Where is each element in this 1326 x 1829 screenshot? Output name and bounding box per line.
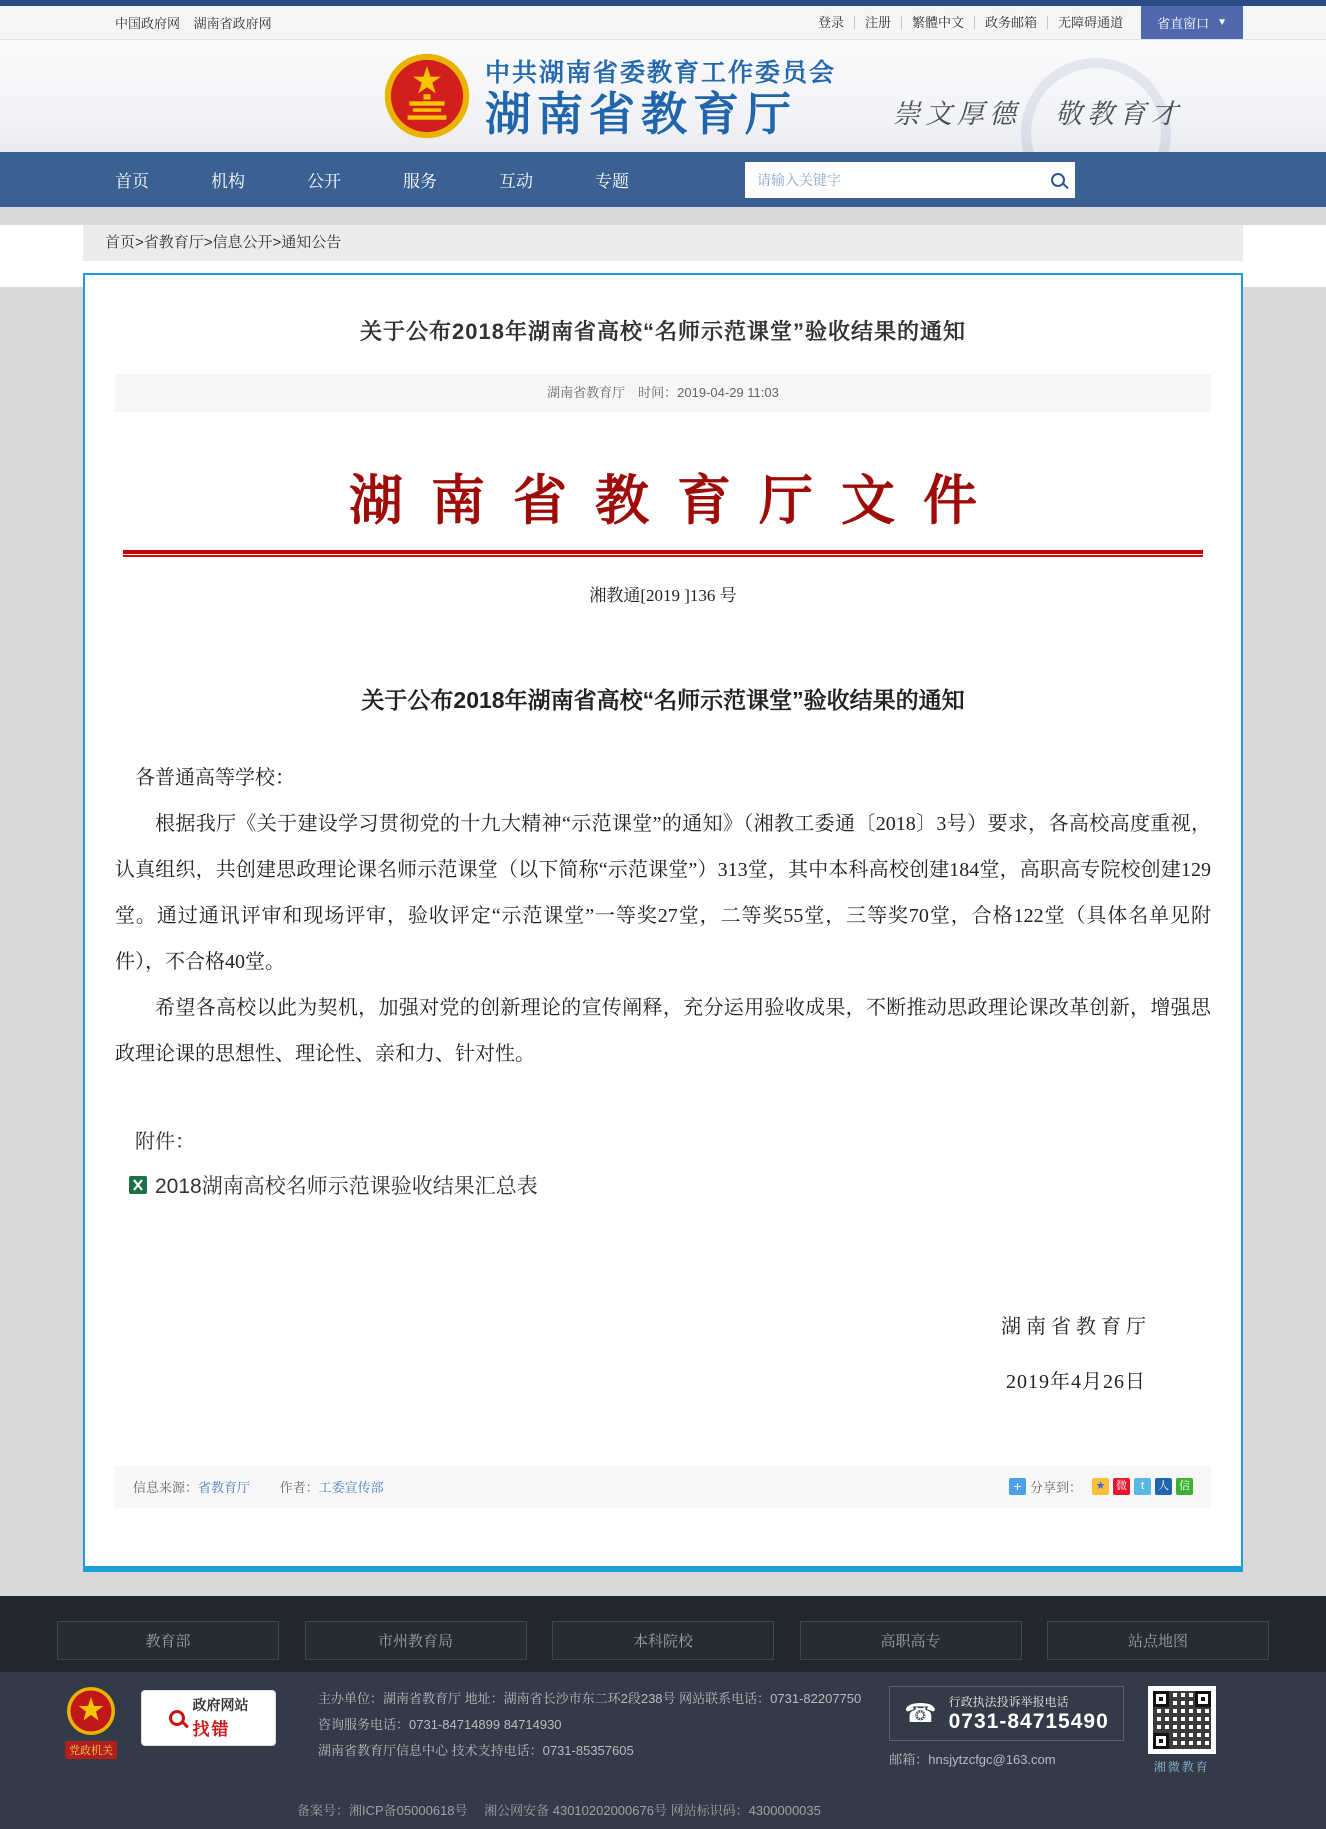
brand-block xyxy=(485,53,836,140)
breadcrumb[interactable] xyxy=(83,225,1243,261)
province-window-dropdown[interactable] xyxy=(1141,6,1243,39)
share-plus-icon[interactable]: + xyxy=(1009,1478,1026,1495)
topbar-right-links xyxy=(808,6,1243,39)
topbar xyxy=(0,0,1326,40)
qr-caption: 湘微教育 xyxy=(1153,1759,1210,1774)
slogan-left: 崇文厚德 xyxy=(893,99,1021,130)
breadcrumb-text: 首页>省教育厅>信息公开>通知公告 xyxy=(105,234,342,251)
site-title: 湖南省教育厅 xyxy=(485,87,797,140)
complaint-phone-block xyxy=(889,1686,1124,1768)
source-label: 信息来源： xyxy=(133,1480,199,1496)
quicklinks-band xyxy=(0,1596,1326,1672)
gov-site-findfault-badge[interactable] xyxy=(141,1690,276,1746)
nav-item-organization[interactable]: 机构 xyxy=(211,172,245,191)
footer-info-line-3: 湖南省教育厅信息中心 技术支持电话：0731-85357605 xyxy=(318,1742,634,1758)
wechat-qr-block xyxy=(1148,1686,1216,1775)
login-link[interactable]: 登录 xyxy=(808,16,855,29)
share-renren-icon[interactable]: 人 xyxy=(1155,1478,1172,1495)
national-emblem-logo xyxy=(383,52,471,140)
topbar-left-links xyxy=(115,13,282,32)
footer-email: 邮箱：hnsjytzcfgc@163.com xyxy=(889,1751,1056,1767)
body-paragraph-1: 根据我厅《关于建设学习贯彻党的十九大精神“示范课堂”的通知》（湘教工委通〔2018〕3号）要求，各高校高度重视，认真组织，共创建思政理论课名师示范课堂（以下简称“示范课堂”）313堂，其中本科高校创建184堂，高职高专院校创建129堂。通过通讯评审和现场评审，验收评定“示范课堂”一等奖27堂，二等奖55堂，三等奖70堂，合格122堂（具体名单见附件），不合格40堂。 xyxy=(115,812,1211,973)
complaint-phone-box xyxy=(889,1686,1124,1741)
article-footer-bar xyxy=(115,1466,1211,1508)
footer-info-line-2: 咨询服务电话：0731-84714899 84714930 xyxy=(318,1716,562,1732)
quicklink-sitemap[interactable]: 站点地图 xyxy=(1047,1621,1269,1660)
icp-filing-line: 备案号：湘ICP备05000618号 湘公网安备 43010202000676号 网站标识码：4300000035 xyxy=(297,1802,821,1818)
author-label: 作者： xyxy=(279,1480,319,1496)
main-navbar xyxy=(0,152,1326,207)
excel-file-icon xyxy=(129,1176,147,1194)
slogan-right: 敬教育才 xyxy=(1055,99,1183,130)
salutation-paragraph: 各普通高等学校： xyxy=(135,766,295,789)
quicklink-undergraduate-colleges[interactable]: 本科院校 xyxy=(552,1621,774,1660)
share-label: 分享到： xyxy=(1029,1480,1082,1496)
register-link[interactable]: 注册 xyxy=(855,16,902,29)
author-link[interactable]: 工委宣传部 xyxy=(318,1480,384,1496)
share-tencent-weibo-icon[interactable]: t xyxy=(1134,1478,1151,1495)
gov-mail-link[interactable]: 政务邮箱 xyxy=(975,16,1048,29)
site-search xyxy=(745,162,1075,198)
nav-item-disclosure[interactable]: 公开 xyxy=(307,172,341,191)
signature-block xyxy=(115,1310,1211,1394)
footer-contact-info xyxy=(318,1686,861,1764)
header-slogan xyxy=(893,92,1183,131)
document-body xyxy=(115,755,1211,1077)
share-qzone-icon[interactable]: ★ xyxy=(1092,1478,1109,1495)
article-box xyxy=(83,273,1243,1572)
attachment-label: 附件： xyxy=(135,1130,195,1153)
nav-item-services[interactable]: 服务 xyxy=(403,172,437,191)
search-input[interactable] xyxy=(745,162,1041,198)
body-paragraph-2: 希望各高校以此为契机，加强对党的创新理论的宣传阐释，充分运用验收成果，不断推动思政理论课改革创新，增强思政理论课的思想性、理论性、亲和力、针对性。 xyxy=(115,996,1211,1065)
link-china-gov[interactable]: 中国政府网 xyxy=(115,16,181,31)
search-button[interactable] xyxy=(1041,162,1075,198)
party-gov-emblem-icon xyxy=(66,1686,116,1736)
findfault-line2: 找错 xyxy=(192,1720,231,1740)
site-footer xyxy=(0,1672,1326,1829)
quicklink-ministry-education[interactable]: 教育部 xyxy=(57,1621,279,1660)
qr-code-image xyxy=(1148,1686,1216,1754)
findfault-magnifier-icon xyxy=(169,1710,185,1726)
nav-item-home[interactable]: 首页 xyxy=(115,172,149,191)
complaint-phone-label: 行政执法投诉举报电话 xyxy=(948,1694,1069,1709)
quicklink-vocational-colleges[interactable]: 高职高专 xyxy=(800,1621,1022,1660)
article-meta: 湖南省教育厅 时间：2019-04-29 11:03 xyxy=(115,374,1211,412)
nav-item-interaction[interactable]: 互动 xyxy=(499,172,533,191)
party-gov-badge-label: 党政机关 xyxy=(65,1741,117,1759)
document-title: 关于公布2018年湖南省高校“名师示范课堂”验收结果的通知 xyxy=(361,686,965,713)
traditional-chinese-link[interactable]: 繁體中文 xyxy=(902,16,975,29)
site-header xyxy=(0,40,1326,152)
nav-item-topics[interactable]: 专题 xyxy=(595,172,629,191)
province-window-label: 省直窗口 xyxy=(1157,16,1210,31)
org-committee-title: 中共湖南省委教育工作委员会 xyxy=(485,58,837,87)
footer-info-line-1: 主办单位：湖南省教育厅 地址：湖南省长沙市东二环2段238号 网站联系电话：0731-82207750 xyxy=(318,1690,862,1706)
red-divider-rule xyxy=(123,550,1203,557)
quicklink-city-bureaus[interactable]: 市州教育局 xyxy=(305,1621,527,1660)
document-number: 湘教通[2019 ]136 号 xyxy=(589,585,737,605)
findfault-line1: 政府网站 xyxy=(192,1697,249,1714)
page-title: 关于公布2018年湖南省高校“名师示范课堂”验收结果的通知 xyxy=(360,319,966,344)
share-wechat-icon[interactable]: 信 xyxy=(1176,1478,1193,1495)
complaint-phone-number: 0731-84715490 xyxy=(948,1709,1109,1733)
share-sina-weibo-icon[interactable]: 微 xyxy=(1113,1478,1130,1495)
signer-name: 湖南省教育厅 xyxy=(1001,1315,1151,1338)
search-icon xyxy=(1051,173,1065,187)
sign-date: 2019年4月26日 xyxy=(1006,1370,1146,1393)
share-widget xyxy=(1009,1477,1193,1496)
attachment-row xyxy=(115,1170,1211,1200)
phone-icon: ☎ xyxy=(904,1697,937,1728)
party-gov-badge[interactable] xyxy=(55,1686,127,1759)
official-document-header: 湖南省教育厅文件 xyxy=(349,471,1005,531)
accessibility-link[interactable]: 无障碍通道 xyxy=(1058,15,1124,30)
chevron-down-icon: ▼ xyxy=(1217,17,1227,28)
link-hunan-gov[interactable]: 湖南省政府网 xyxy=(193,16,272,31)
source-author xyxy=(133,1477,410,1496)
source-link[interactable]: 省教育厅 xyxy=(198,1480,251,1496)
main-area xyxy=(0,225,1326,1596)
attachment-link[interactable]: 2018湖南高校名师示范课验收结果汇总表 xyxy=(155,1174,538,1198)
